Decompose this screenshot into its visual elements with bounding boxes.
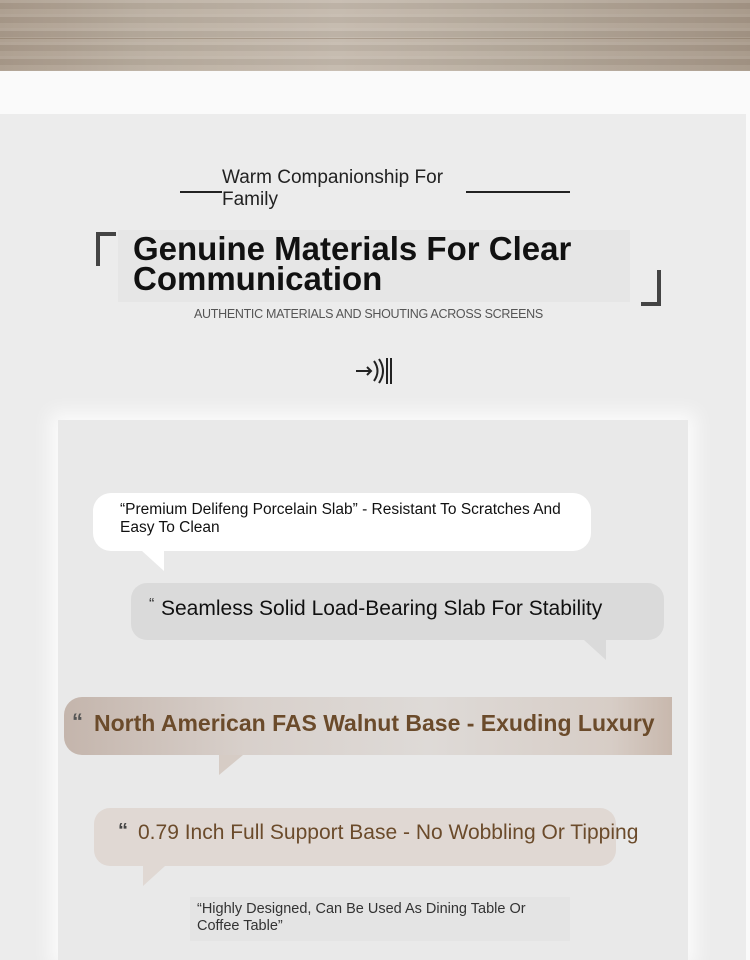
left-bracket-icon [96,232,116,266]
kicker-heading: Warm Companionship For Family [222,167,466,211]
quote-text-porcelain: “Premium Delifeng Porcelain Slab” - Resistant To Scratches And Easy To Clean [120,501,561,536]
bubble-tail [142,551,164,571]
quote-text-walnut: North American FAS Walnut Base - Exuding Luxury [94,710,655,736]
wood-floor-photo [0,0,750,71]
right-bracket-icon [641,270,661,306]
quote-mark-icon: “ [149,596,155,613]
quote-text-base: 0.79 Inch Full Support Base - No Wobbling Or Tipping [138,821,639,844]
white-band [0,71,750,114]
page-title: Genuine Materials For Clear Communication [133,230,572,297]
bubble-tail [219,755,243,775]
arrow-right-lines-icon [352,354,398,388]
quote-bubble-porcelain [93,493,591,551]
quote-bubble-slab [131,583,664,640]
bubble-tail [584,640,606,660]
bubble-tail [143,866,165,886]
quote-mark-icon: “ [72,709,83,734]
quote-text-design: “Highly Designed, Can Be Used As Dining Table Or Coffee Table” [197,901,526,934]
quote-mark-icon: “ [118,820,128,842]
page-subtitle: AUTHENTIC MATERIALS AND SHOUTING ACROSS SCREENS [194,307,543,321]
quote-text-slab: Seamless Solid Load-Bearing Slab For Stability [161,597,603,620]
panel-edge [746,114,750,960]
